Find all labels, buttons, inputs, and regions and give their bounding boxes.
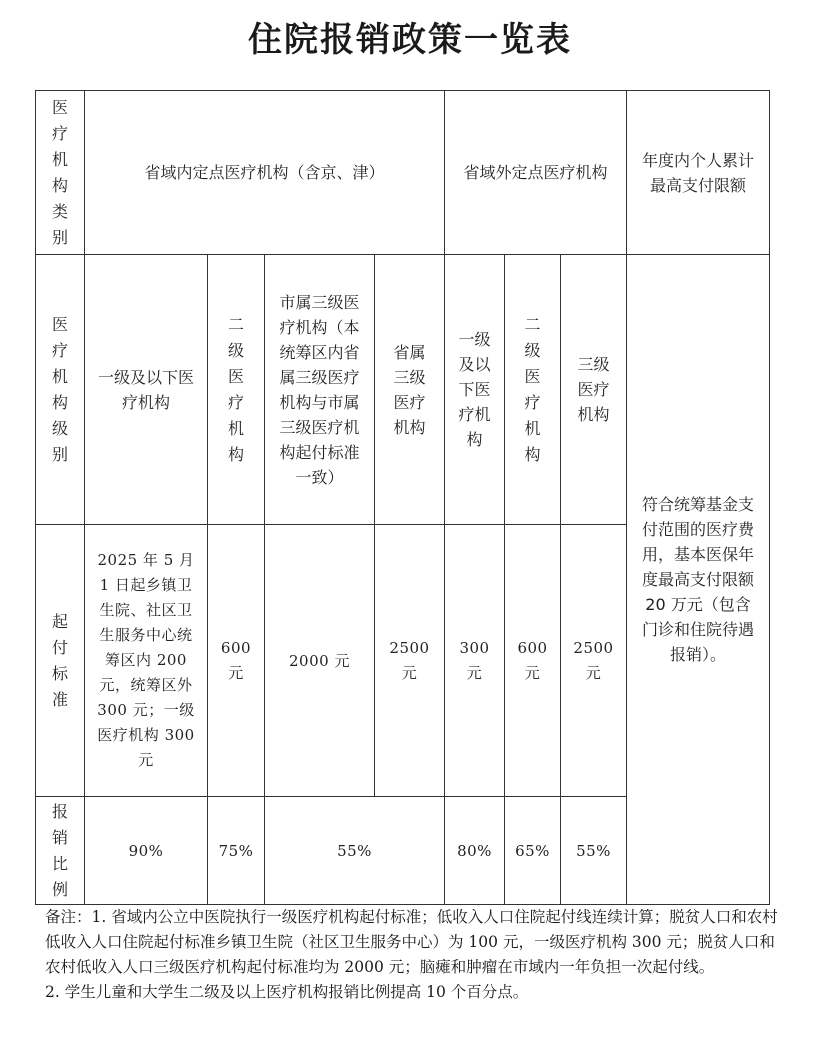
table-row-header bbox=[36, 91, 770, 255]
threshold-out-1: 300 元 bbox=[459, 638, 490, 682]
ratio-out-1: 80% bbox=[457, 841, 492, 860]
in-province-header: 省域内定点医疗机构（含京、津） bbox=[144, 163, 385, 182]
level-in-1: 一级及以下医疗机构 bbox=[97, 367, 194, 412]
threshold-row-label: 起付标准 bbox=[51, 611, 68, 709]
level-out-1: 一级及以下医疗机构 bbox=[458, 330, 491, 449]
level-in-3-prov: 省属三级医疗机构 bbox=[393, 342, 426, 437]
threshold-in-1: 2025 年 5 月 1 日起乡镇卫生院、社区卫生服务中心统筹区内 200 元，统筹区外 300 元；一级医疗机构 300 元 bbox=[97, 551, 195, 769]
ratio-in-2: 75% bbox=[218, 841, 254, 860]
threshold-in-2: 600 元 bbox=[220, 638, 252, 682]
ratio-in-1: 90% bbox=[128, 841, 164, 860]
ratio-in-3: 55% bbox=[337, 841, 372, 860]
threshold-in-3-city: 2000 元 bbox=[289, 651, 350, 670]
level-out-3: 三级医疗机构 bbox=[577, 355, 610, 424]
page-title: 住院报销政策一览表 bbox=[248, 20, 572, 60]
policy-table bbox=[35, 90, 770, 905]
annual-cap-cell bbox=[627, 255, 770, 905]
note-2: 2. 学生儿童和大学生二级及以上医疗机构报销比例提高 10 个百分点。 bbox=[45, 983, 529, 1001]
ratio-out-3: 55% bbox=[576, 841, 611, 860]
level-in-3-city: 市属三级医疗机构（本统筹区内省属三级医疗机构与市属三级医疗机构起付标准一致） bbox=[279, 292, 360, 487]
out-province-header: 省域外定点医疗机构 bbox=[463, 163, 608, 182]
notes-section bbox=[45, 905, 785, 1005]
annual-cap-text: 符合统筹基金支付范围的医疗费用，基本医保年度最高支付限额 20 万元（包含门诊和住院待遇报销）。 bbox=[642, 495, 755, 664]
table-row-levels bbox=[36, 255, 770, 525]
threshold-in-3-prov: 2500 元 bbox=[389, 638, 430, 682]
threshold-out-2: 600 元 bbox=[517, 638, 548, 682]
ratio-row-label: 报销比例 bbox=[51, 801, 68, 899]
ratio-out-2: 65% bbox=[515, 841, 550, 860]
note-1: 备注：1. 省域内公立中医院执行一级医疗机构起付标准；低收入人口住院起付线连续计算；脱贫人口和农村低收入人口住院起付标准乡镇卫生院（社区卫生服务中心）为 100 元，一级医疗机构 300 元；脱贫人口和农村低收入人口三级医疗机构起付标准均为 2000 元；脑瘫和肿瘤在市域内一年负担一次起付线。 bbox=[45, 908, 778, 976]
annual-cap-header-cell bbox=[627, 91, 770, 255]
level-out-2: 二级医疗机构 bbox=[524, 314, 541, 464]
level-in-2: 二级医疗机构 bbox=[227, 314, 244, 464]
category-label: 医疗机构类别 bbox=[51, 97, 68, 247]
category-label-cell bbox=[36, 91, 85, 255]
level-row-label: 医疗机构级别 bbox=[51, 314, 68, 464]
out-province-header-cell bbox=[445, 91, 627, 255]
in-province-header-cell bbox=[85, 91, 445, 255]
threshold-out-3: 2500 元 bbox=[573, 638, 614, 682]
annual-cap-header: 年度内个人累计最高支付限额 bbox=[642, 150, 755, 195]
